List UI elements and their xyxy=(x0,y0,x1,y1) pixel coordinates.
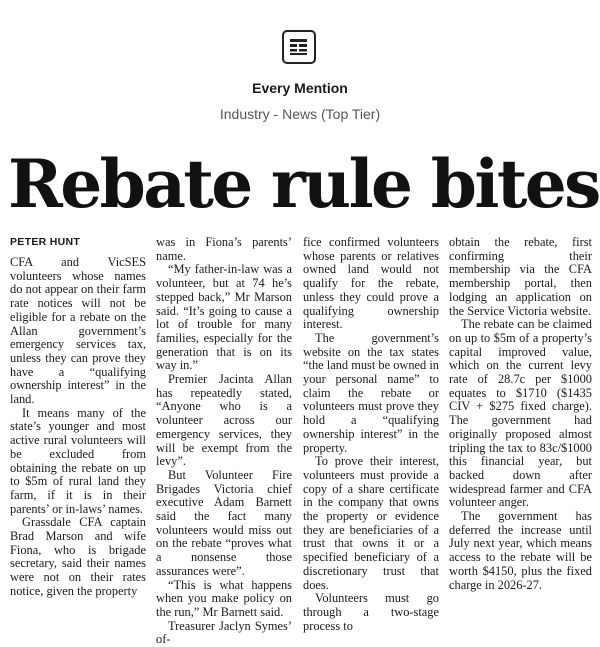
paragraph: Treasurer Jaclyn Symes’ of- xyxy=(156,618,292,647)
paragraph: “My father-in-law was a volunteer, but at 74 he’s stepped back,” Mr Marson said. “It’s going to cause a lot of trouble for many families, especially for the generation that is on its way in.” xyxy=(156,262,292,373)
paragraph: But Volunteer Fire Brigades Victoria chief executive Adam Barnett said the fact many volunteers would miss out on the rebate “proves what a nonsense those assurances were”. xyxy=(156,467,292,578)
paragraph: The government has deferred the increase until July next year, which means access to the rebate will be worth $4150, plus the fixed charge in 2026-27. xyxy=(449,509,592,592)
paragraph: It means many of the state’s younger and most active rural volunteers will be excluded from obtaining the rebate on up to $5m of rural land they farm, if it is in their parents’ or in-laws’ names. xyxy=(10,405,146,516)
article-column-1 xyxy=(10,236,146,598)
paragraph: obtain the rebate, first confirming their membership via the CFA membership portal, then lodging an application on the Service Victoria website. xyxy=(449,235,592,318)
article-column-4 xyxy=(449,235,592,592)
paragraph: To prove their interest, volunteers must provide a copy of a share certificate in the company that owns the property or evidence they are beneficiaries of a trust that owns it or a specified beneficiary of a discretionary trust that does. xyxy=(303,454,439,592)
paragraph: Volunteers must go through a two-stage process to xyxy=(303,591,439,633)
newspaper-icon xyxy=(282,30,316,64)
paragraph: Premier Jacinta Allan has repeatedly stated, “Anyone who is a volunteer across our emergency services, they will be exempt from the levy”. xyxy=(156,372,292,469)
paragraph: The rebate can be claimed on up to $5m of a property’s capital improved value, which on the current levy rate of 28.7c per $1000 equates to $1710 ($1435 CIV + $275 fixed charge). The government had originally proposed almost tripling the tax to 83c/$1000 this financial year, but backed down after widespread farmer and CFA volunteer anger. xyxy=(449,317,592,510)
source-name: Every Mention xyxy=(252,80,348,96)
byline: PETER HUNT xyxy=(10,236,81,248)
paragraph: fice confirmed volunteers whose parents or relatives owned land would not qualify for the rebate, unless they could prove a qualifying ownership interest. xyxy=(303,235,439,332)
paragraph: CFA and VicSES volunteers whose names do not appear on their farm rate notices will not be eligible for a rebate on the Allan government’s emergency services tax, unless they can prove they have a “qualifying ownership interest” in the land. xyxy=(10,255,146,407)
paragraph: The government’s website on the tax states “the land must be owned in your personal name” to claim the rebate or volunteers must prove they hold a “qualifying ownership interest” in the property. xyxy=(303,330,439,455)
paragraph: “This is what happens when you make policy on the run,” Mr Barnett said. xyxy=(156,577,292,619)
article-headline: Rebate rule bites xyxy=(8,145,599,223)
paragraph: Grassdale CFA captain Brad Marson and wife Fiona, who is brigade secretary, said their names were not on their rates notice, given the property xyxy=(10,515,146,598)
article-column-3 xyxy=(303,235,439,633)
paragraph: was in Fiona’s parents’ name. xyxy=(156,235,292,263)
article-column-2 xyxy=(156,235,292,647)
category-label: Industry - News (Top Tier) xyxy=(219,106,381,122)
